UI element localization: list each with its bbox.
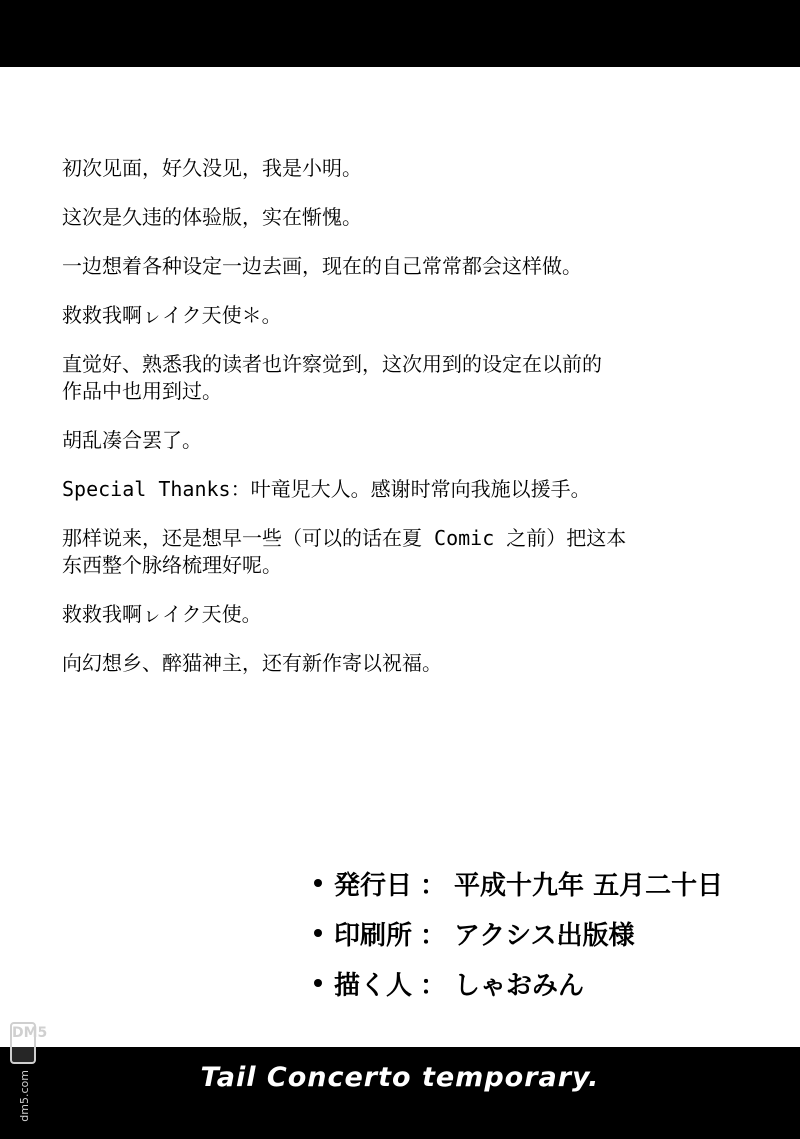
paragraph: 救救我啊ㇾイク天使＊。 bbox=[62, 303, 282, 327]
bullet-dot bbox=[314, 979, 322, 987]
paragraph: 胡乱凑合罢了。 bbox=[62, 428, 202, 452]
paragraph: 那样说来，还是想早一些（可以的话在夏 Comic 之前）把这本 东西整个脉络梳理好呢。 bbox=[62, 526, 627, 577]
top-black-band bbox=[0, 0, 800, 67]
paragraph: 向幻想乡、醉猫神主，还有新作寄以祝福。 bbox=[62, 651, 442, 675]
afterword-text bbox=[62, 155, 742, 699]
colophon-separator: ： bbox=[420, 920, 447, 951]
colophon-label: 描く人 bbox=[334, 970, 413, 1001]
colophon-row-date bbox=[314, 858, 723, 908]
colophon-separator: ： bbox=[420, 870, 447, 901]
paragraph: 直觉好、熟悉我的读者也许察觉到，这次用到的设定在以前的 作品中也用到过。 bbox=[62, 352, 602, 403]
colophon-value: 平成十九年 五月二十日 bbox=[454, 870, 724, 901]
colophon-label: 発行日 bbox=[334, 870, 413, 901]
colophon-value: しゃおみん bbox=[454, 970, 585, 1001]
footer-title: Tail Concerto temporary. bbox=[200, 1062, 600, 1093]
colophon-value: アクシス出版様 bbox=[454, 920, 635, 951]
paragraph: 一边想着各种设定一边去画，现在的自己常常都会这样做。 bbox=[62, 254, 582, 278]
paragraph: 救救我啊ㇾイク天使。 bbox=[62, 602, 262, 626]
paragraph: Special Thanks：叶竜児大人。感谢时常向我施以援手。 bbox=[62, 477, 591, 501]
bullet-dot bbox=[314, 879, 322, 887]
colophon-label: 印刷所 bbox=[334, 920, 413, 951]
paragraph: 初次见面，好久没见，我是小明。 bbox=[62, 156, 362, 180]
watermark-logo: DM5 bbox=[10, 1022, 36, 1064]
watermark bbox=[4, 1022, 48, 1132]
bottom-black-band bbox=[0, 1047, 800, 1139]
colophon-separator: ： bbox=[420, 970, 447, 1001]
paragraph: 这次是久违的体验版，实在惭愧。 bbox=[62, 205, 362, 229]
colophon-row-printer bbox=[314, 908, 723, 958]
colophon-row-artist bbox=[314, 958, 723, 1008]
watermark-text: dm5.com bbox=[18, 1070, 31, 1122]
colophon bbox=[314, 858, 723, 1008]
bullet-dot bbox=[314, 929, 322, 937]
